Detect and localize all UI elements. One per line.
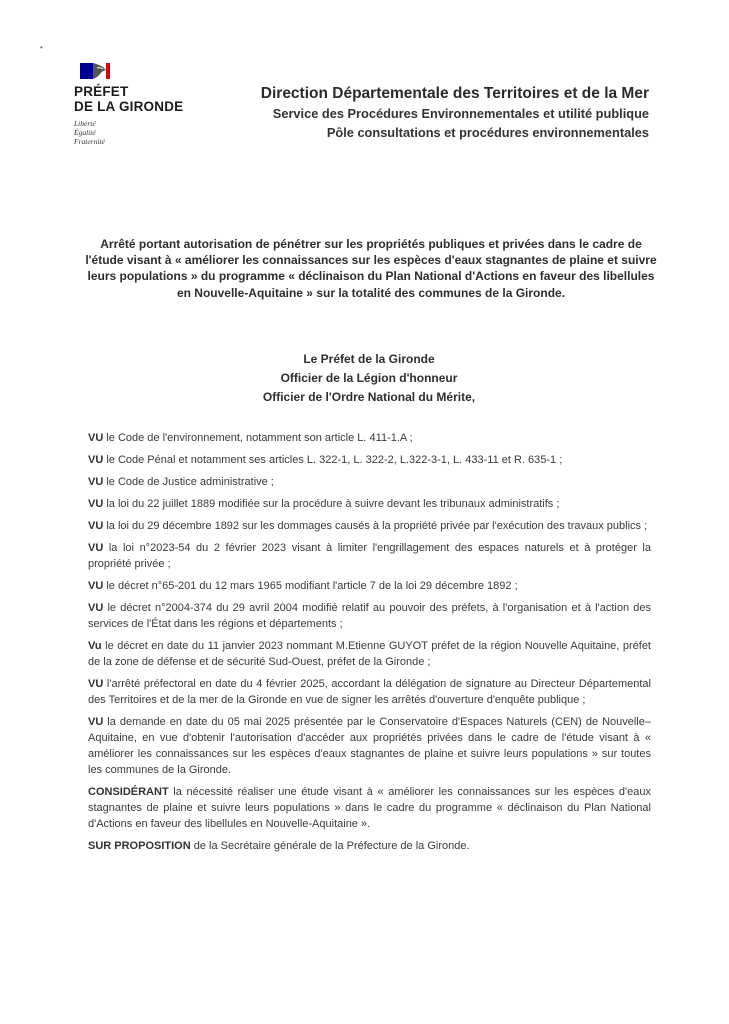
recital-text: la loi n°2023-54 du 2 février 2023 visant à limiter l'engrillagement des espaces naturels et à protéger la propriété privée ; [88,542,651,570]
recital-paragraph [88,496,651,512]
recital-paragraph [88,600,651,632]
considerant-paragraph [88,784,651,832]
recital-paragraph [88,578,651,594]
recital-keyword: VU [88,716,104,728]
marianne-logo-icon [80,62,110,80]
recital-paragraph [88,430,651,446]
recital-text: le Code Pénal et notamment ses articles L. 322-1, L. 322-2, L.322-3-1, L. 433-11 et R. 635-1 ; [103,454,563,466]
recital-keyword: VU [88,454,104,466]
recitals [88,430,651,860]
recital-keyword: VU [88,432,104,444]
recital-keyword: VU [88,520,104,532]
considerant-keyword: CONSIDÉRANT [88,786,169,798]
scan-speck: • [40,43,43,52]
pole-title: Pôle consultations et procédures environnementales [326,125,649,140]
recital-keyword: Vu [88,640,102,652]
prefecture-name-line2: DE LA GIRONDE [74,99,184,114]
recital-keyword: VU [88,542,104,554]
recital-text: le Code de l'environnement, notamment son article L. 411-1.A ; [103,432,413,444]
recital-keyword: VU [88,602,104,614]
recital-text: le décret en date du 11 janvier 2023 nommant M.Etienne GUYOT préfet de la région Nouvelle Aquitaine, préfet de la zone de défense et de sécurité Sud-Ouest, préfet de la Gironde ; [88,640,651,668]
recital-paragraph [88,638,651,670]
proposition-keyword: SUR PROPOSITION [88,840,191,852]
recital-paragraph [88,540,651,572]
recital-keyword: VU [88,476,104,488]
recital-text: le décret n°2004-374 du 29 avril 2004 modifié relatif au pouvoir des préfets, à l'organisation et à l'action des services de l'État dans les régions et départements ; [88,602,651,630]
recital-keyword: VU [88,498,104,510]
motto-egalite: Égalité [74,128,96,137]
recital-paragraph [88,676,651,708]
prefecture-logo-block [74,62,224,146]
recital-paragraph [88,474,651,490]
prefet-line-2: Officier de la Légion d'honneur [280,371,458,385]
prefet-heading [82,350,656,407]
recital-paragraph [88,714,651,778]
service-title: Service des Procédures Environnementales et utilité publique [272,106,649,121]
prefet-line-1: Le Préfet de la Gironde [303,352,435,366]
recital-paragraph [88,452,651,468]
recital-text: l'arrêté préfectoral en date du 4 février 2025, accordant la délégation de signature au Directeur Départemental des Territoires et de la mer de la Gironde en vue de signer les arrêtés d'ouverture d'enquête publique ; [88,678,651,706]
recital-text: la loi du 22 juillet 1889 modifiée sur la procédure à suivre devant les tribunaux administratifs ; [103,498,560,510]
recital-keyword: VU [88,678,104,690]
direction-title: Direction Départementale des Territoires et de la Mer [260,85,649,102]
proposition-paragraph [88,838,651,854]
document-title: Arrêté portant autorisation de pénétrer sur les propriétés publiques et privées dans le cadre de l'étude visant à « améliorer les connaissances sur les espèces d'eaux stagnantes de plaine et suivre leurs populations » du programme « déclinaison du Plan National d'Actions en faveur des libellules en Nouvelle-Aquitaine » sur la totalité des communes de la Gironde. [85,237,657,300]
prefet-line-3: Officier de l'Ordre National du Mérite, [262,390,476,404]
recital-paragraph [88,518,651,534]
proposition-text: de la Secrétaire générale de la Préfecture de la Gironde. [190,840,470,852]
motto-fraternite: Fraternité [74,137,105,146]
recital-keyword: VU [88,580,104,592]
recital-text: le décret n°65-201 du 12 mars 1965 modifiant l'article 7 de la loi 29 décembre 1892 ; [103,580,518,592]
issuing-service-block [261,84,649,142]
considerant-text: la nécessité réaliser une étude visant à « améliorer les connaissances sur les espèces d'eaux stagnantes de plaine et suivre leurs populations » dans le cadre du programme « déclinaison du Plan National d'Actions en faveur des libellules en Nouvelle-Aquitaine ». [88,786,651,830]
recital-text: le Code de Justice administrative ; [103,476,274,488]
republic-motto [74,119,224,146]
motto-liberte: Liberté [74,119,96,128]
prefecture-name-line1: PRÉFET [74,84,129,99]
recital-text: la loi du 29 décembre 1892 sur les dommages causés à la propriété privée par l'exécution des travaux publics ; [103,520,648,532]
recital-text: la demande en date du 05 mai 2025 présentée par le Conservatoire d'Espaces Naturels (CEN) de Nouvelle–Aquitaine, en vue d'obtenir l'autorisation d'accéder aux propriétés privées dans le cadre de l'étude visant à « améliorer les connaissances sur les espèces d'eaux stagnantes de plaine et suivre leurs populations » sur toutes les communes de la Gironde. [88,716,651,776]
